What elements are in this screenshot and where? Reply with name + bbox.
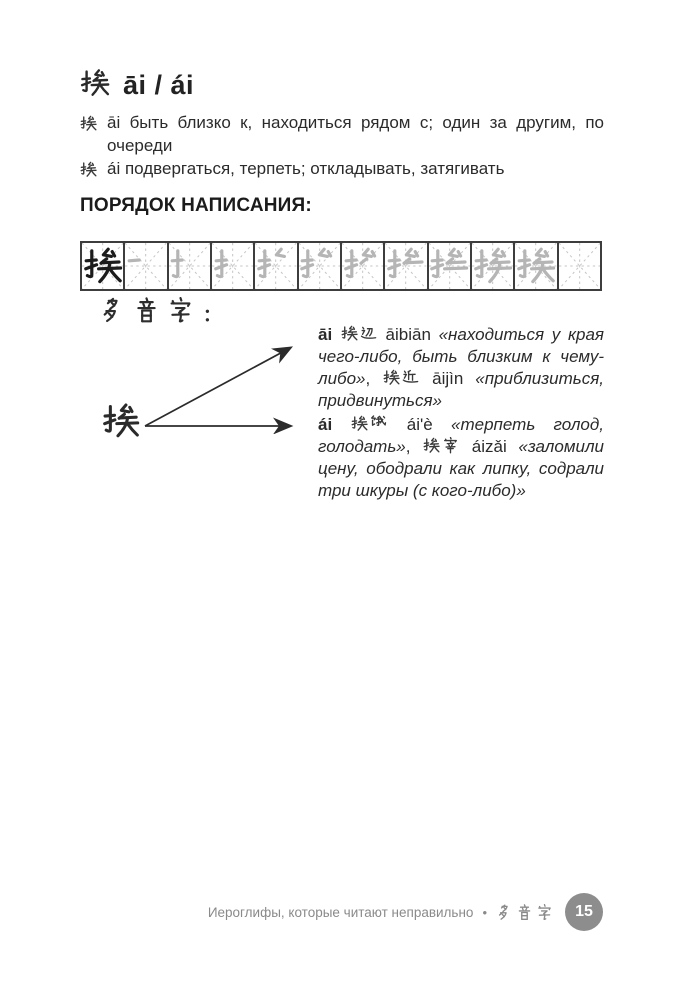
definition-hanzi-glyph — [80, 112, 99, 157]
stroke-grid-cell — [429, 243, 472, 289]
stroke-progress-glyph — [256, 246, 296, 286]
stroke-order-heading: ПОРЯДОК НАПИСАНИЯ: — [80, 195, 312, 216]
polyphone-label-colon: : — [203, 298, 212, 328]
headword-reading: āi / ái — [123, 70, 195, 100]
definition-text: ái подвергаться, терпеть; откладывать, затягивать — [107, 159, 505, 178]
polyphone-entries — [318, 324, 604, 504]
text-run: ái'è — [388, 415, 452, 434]
quote-italic: «терпеть голод, голодать» — [318, 415, 604, 456]
cjk-char-glyph — [343, 246, 383, 286]
stroke-progress-glyph — [516, 246, 556, 286]
stroke-grid-cell — [125, 243, 168, 289]
practice-grid-guides — [559, 243, 600, 289]
cjk-char-glyph — [133, 297, 160, 324]
stroke-order-grid — [80, 241, 602, 291]
text-run: , — [405, 437, 423, 456]
cjk-char-glyph — [360, 325, 377, 342]
cjk-char-glyph — [126, 246, 166, 286]
stroke-grid-cell — [255, 243, 298, 289]
cjk-char-glyph — [473, 246, 513, 286]
stroke-grid-cell — [515, 243, 558, 289]
reading-bold: ái — [318, 415, 333, 434]
polyphone-label — [99, 297, 212, 329]
definition-text: āi быть близко к, находиться рядом с; один за другим, по очереди — [107, 113, 604, 155]
cjk-char-glyph — [536, 904, 553, 921]
cjk-char-glyph — [169, 246, 209, 286]
cjk-word — [350, 415, 388, 434]
cjk-char-glyph — [256, 246, 296, 286]
cjk-char-glyph — [386, 246, 426, 286]
stroke-progress-glyph — [169, 246, 209, 286]
text-run: áizǎi — [460, 437, 519, 456]
cjk-char-glyph — [80, 68, 110, 98]
footer-running-title: Иероглифы, которые читают неправильно — [207, 904, 474, 920]
stroke-grid-cell — [169, 243, 212, 289]
cjk-char-glyph — [167, 297, 194, 324]
diagram-head-character — [102, 402, 140, 440]
cjk-char-glyph — [351, 415, 368, 432]
cjk-char-glyph — [429, 246, 469, 286]
text-run — [332, 415, 350, 434]
footer-section-tag — [496, 904, 556, 921]
stroke-progress-glyph — [213, 246, 253, 286]
branch-arrows — [141, 338, 303, 434]
quote-italic: «приблизиться, придвинуться» — [318, 369, 604, 410]
cjk-char-glyph — [516, 904, 533, 921]
cjk-char-glyph — [383, 369, 400, 386]
cjk-char-glyph — [80, 115, 97, 132]
reading-bold: āi — [318, 325, 333, 344]
stroke-grid-cell — [385, 243, 428, 289]
stroke-progress-glyph — [386, 246, 426, 286]
cjk-char-glyph — [402, 369, 419, 386]
stroke-progress-glyph — [83, 246, 123, 286]
definition-item — [80, 112, 604, 157]
cjk-char-glyph — [442, 437, 459, 454]
polyphone-entry — [318, 324, 604, 412]
cjk-char-glyph — [102, 402, 140, 440]
stroke-progress-glyph — [126, 246, 166, 286]
page-number-badge: 15 — [565, 893, 603, 931]
headword-title — [80, 68, 194, 103]
polyphone-label-hanzi — [99, 297, 201, 329]
footer-bullet: • — [482, 904, 487, 920]
cjk-word — [382, 369, 420, 388]
definition-item — [80, 158, 604, 183]
headword-hanzi-glyph — [80, 68, 110, 103]
cjk-word — [340, 325, 378, 344]
definition-hanzi-glyph — [80, 158, 99, 183]
text-run — [332, 325, 340, 344]
polyphone-entry — [318, 414, 604, 502]
text-run: āibiān — [377, 325, 439, 344]
cjk-char-glyph — [299, 246, 339, 286]
cjk-char-glyph — [423, 437, 440, 454]
stroke-progress-glyph — [343, 246, 383, 286]
cjk-char-glyph — [496, 904, 513, 921]
text-run: , — [365, 369, 383, 388]
text-run: āijìn — [420, 369, 476, 388]
stroke-progress-glyph — [299, 246, 339, 286]
stroke-grid-cell — [342, 243, 385, 289]
cjk-char-glyph — [370, 415, 387, 432]
cjk-char-glyph — [83, 246, 123, 286]
stroke-grid-cell — [559, 243, 600, 289]
page-footer — [208, 892, 603, 932]
quote-italic: «заломили цену, ободрали как липку, содрали три шкуры (с кого-либо)» — [318, 437, 604, 500]
cjk-word — [422, 437, 460, 456]
definition-list — [80, 112, 604, 184]
stroke-grid-cell — [82, 243, 125, 289]
cjk-char-glyph — [80, 161, 97, 178]
cjk-char-glyph — [516, 246, 556, 286]
cjk-char-glyph — [99, 297, 126, 324]
stroke-grid-cell — [299, 243, 342, 289]
cjk-char-glyph — [213, 246, 253, 286]
stroke-progress-glyph — [473, 246, 513, 286]
quote-italic: «находиться у края чего-либо, быть близким к чему-либо» — [318, 325, 604, 388]
stroke-grid-cell — [472, 243, 515, 289]
cjk-char-glyph — [341, 325, 358, 342]
stroke-progress-glyph — [429, 246, 469, 286]
stroke-grid-cell — [212, 243, 255, 289]
